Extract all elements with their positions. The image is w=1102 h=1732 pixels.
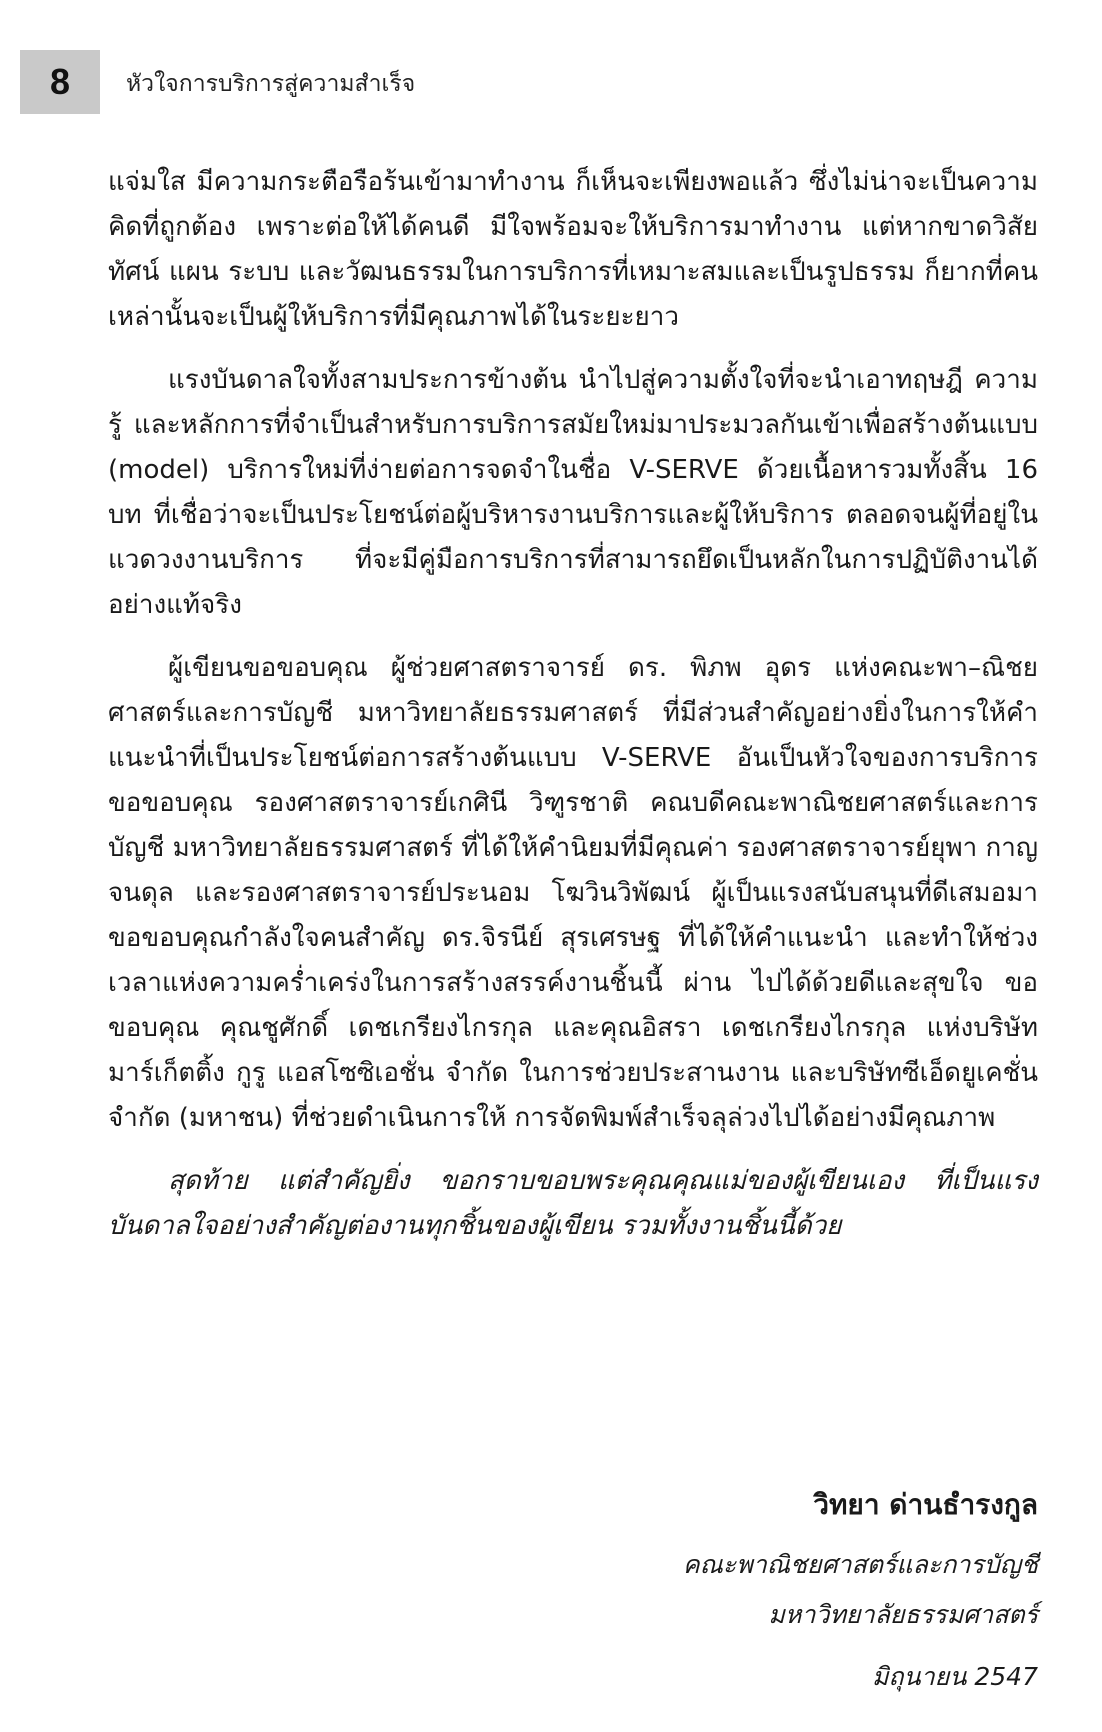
signature-block [338,1480,1038,1702]
signature-date: มิถุนายน 2547 [871,1662,1038,1691]
author-faculty: คณะพาณิชยศาสตร์และการบัญชี [682,1550,1038,1579]
body-text [108,160,1038,1267]
paragraph-acknowledgements: ผู้เขียนขอขอบคุณ ผู้ช่วยศาสตราจารย์ ดร. พิภพ อุดร แห่งคณะพา–ณิชยศาสตร์และการบัญชี มหาวิทยาลัยธรรมศาสตร์ ที่มีส่วนสำคัญอย่างยิ่งในการให้คำแนะนำที่เป็นประโยชน์ต่อการสร้างต้นแบบ V-SERVE อันเป็นหัวใจของการบริการ ขอขอบคุณ รองศาสตราจารย์เกศินี วิฑูรชาติ คณบดีคณะพาณิชยศาสตร์และการบัญชี มหาวิทยาลัยธรรมศาสตร์ ที่ได้ให้คำนิยมที่มีคุณค่า รองศาสตราจารย์ยุพา กาญจนดุล และรองศาสตราจารย์ประนอม โฆวินวิพัฒน์ ผู้เป็นแรงสนับสนุนที่ดีเสมอมา ขอขอบคุณกำลังใจคนสำคัญ ดร.จิรนีย์ สุรเศรษฐ ที่ได้ให้คำแนะนำ และทำให้ช่วงเวลาแห่งความคร่ำเคร่งในการสร้างสรรค์งานชิ้นนี้ ผ่าน ไปได้ด้วยดีและสุขใจ ขอขอบคุณ คุณชูศักดิ์ เดชเกรียงไกรกุล และคุณอิสรา เดชเกรียงไกรกุล แห่งบริษัท มาร์เก็ตติ้ง กูรู แอสโซซิเอชั่น จำกัด ในการช่วยประสานงาน และบริษัทซีเอ็ดยูเคชั่น จำกัด (มหาชน) ที่ช่วยดำเนินการให้ การจัดพิมพ์สำเร็จลุล่วงไปได้อย่างมีคุณภาพ [108,653,1038,1133]
author-name: วิทยา ด่านธำรงกูล [813,1488,1038,1521]
paragraph-inspiration: แรงบันดาลใจทั้งสามประการข้างต้น นำไปสู่ความตั้งใจที่จะนำเอาทฤษฎี ความรู้ และหลักการที่จำเป็นสำหรับการบริการสมัยใหม่มาประมวลกันเข้าเพื่อสร้างต้นแบบ (model) บริการใหม่ที่ง่ายต่อการจดจำในชื่อ V-SERVE ด้วยเนื้อหารวมทั้งสิ้น 16 บท ที่เชื่อว่าจะเป็นประโยชน์ต่อผู้บริหารงานบริการและผู้ให้บริการ ตลอดจนผู้ที่อยู่ในแวดวงงานบริการ ที่จะมีคู่มือการบริการที่สามารถยึดเป็นหลักในการปฏิบัติงานได้อย่างแท้จริง [108,365,1038,620]
running-title: หัวใจการบริการสู่ความสำเร็จ [126,71,416,97]
page-header [0,0,1102,110]
paragraph-closing: สุดท้าย แต่สำคัญยิ่ง ขอกราบขอบพระคุณคุณแม่ของผู้เขียนเอง ที่เป็นแรงบันดาลใจอย่างสำคัญต่องานทุกชิ้นของผู้เขียน รวมทั้งงานชิ้นนี้ด้วย [108,1166,1038,1241]
paragraph-intro-continuation: แจ่มใส มีความกระตือรือร้นเข้ามาทำงาน ก็เห็นจะเพียงพอแล้ว ซึ่งไม่น่าจะเป็นความคิดที่ถูกต้อง เพราะต่อให้ได้คนดี มีใจพร้อมจะให้บริการมาทำงาน แต่หากขาดวิสัยทัศน์ แผน ระบบ และวัฒนธรรมในการบริการที่เหมาะสมและเป็นรูปธรรม ก็ยากที่คนเหล่านั้นจะเป็นผู้ให้บริการที่มีคุณภาพได้ในระยะยาว [108,167,1038,332]
page-number: 8 [20,50,100,114]
author-university: มหาวิทยาลัยธรรมศาสตร์ [768,1600,1038,1629]
